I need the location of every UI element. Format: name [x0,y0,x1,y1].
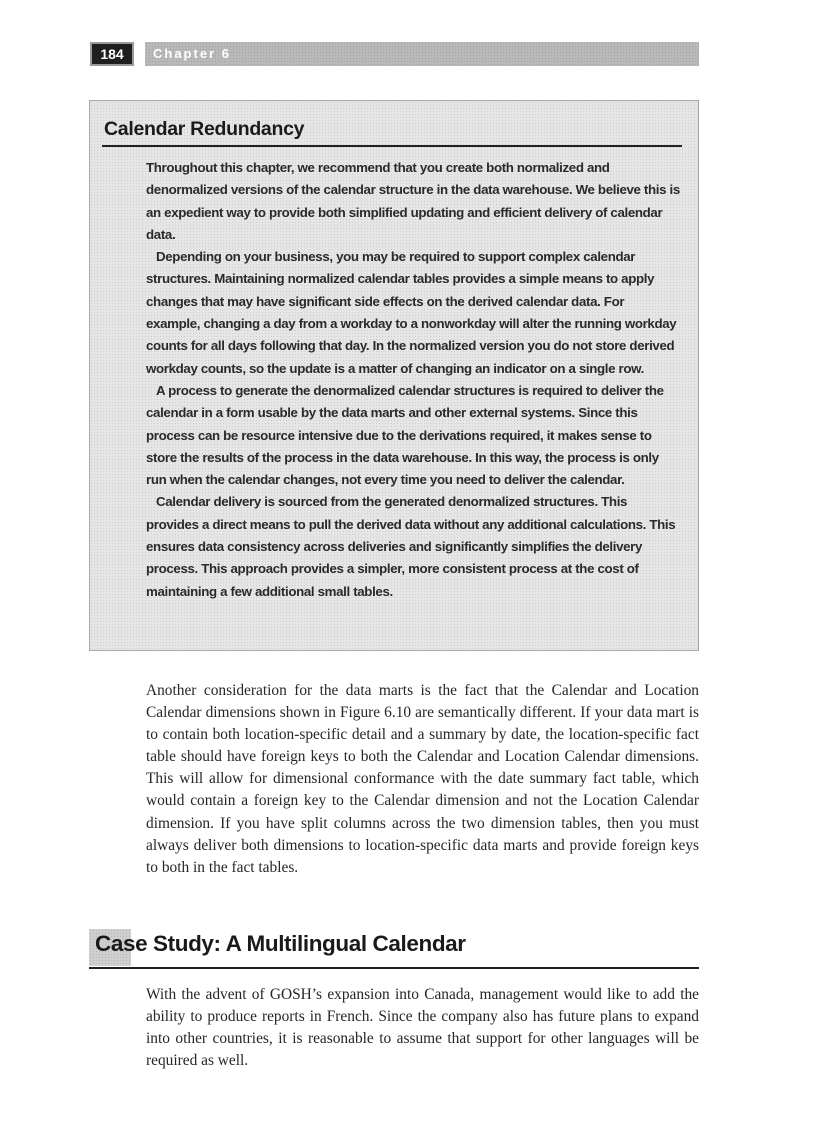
sidebar-paragraph: Throughout this chapter, we recommend that you create both normalized and denormalized versions of the calendar structure in the data warehouse. We believe this is an expedient way to provide both simplified updating and efficient delivery of calendar data. [146,160,680,242]
section-heading: Case Study: A Multilingual Calendar [95,931,466,956]
sidebar-paragraph: Calendar delivery is sourced from the generated denormalized structures. This provides a direct means to pull the derived data without any additional calculations. This ensures data consistency across deliveries and significantly simplifies the delivery process. This approach provides a simpler, more consistent process at the cost of maintaining a few additional small tables. [146,494,676,599]
section-heading-rule [89,967,699,969]
sidebar-paragraph: A process to generate the denormalized calendar structures is required to deliver the calendar in a form usable by the data marts and other external systems. Since this process can be resource intensive due to the derivations required, it makes sense to store the results of the process in the data warehouse. In this way, the process is only run when the calendar changes, not every time you need to deliver the calendar. [146,382,664,488]
sidebar-box [89,100,699,651]
page-number: 184 [90,42,134,66]
sidebar-title: Calendar Redundancy [104,118,305,140]
body-paragraph: Another consideration for the data marts is the fact that the Calendar and Location Calendar dimensions shown in Figure 6.10 are semantically different. If your data mart is to contain both location-specific detail and a summary by date, the location-specific fact table should have foreign keys to both the Calendar and Location Calendar dimensions. This will allow for dimensional conformance with the date summary fact table, which would contain a foreign key to the Calendar dimension and not the Location Calendar dimension. If you have split columns across the two dimension tables, then you must always deliver both dimensions to location-specific data marts and provide foreign keys to both in the fact tables. [146,682,699,876]
sidebar-paragraph: Depending on your business, you may be required to support complex calendar structures. Maintaining normalized calendar tables provides a simple means to apply changes that may have significant side effects on the derived calendar data. For example, changing a day from a workday to a nonworkday will alter the running workday counts for all days following that day. In the normalized version you do not store derived workday counts, so the update is a matter of changing an indicator on a single row. [146,249,677,376]
sidebar-body [146,157,680,603]
body-paragraph: With the advent of GOSH’s expansion into Canada, management would like to add the ability to produce reports in French. Since the company also has future plans to expand into other countries, it is reasonable to assume that support for other languages will be required as well. [146,986,699,1070]
chapter-header: Chapter 6 [145,42,699,66]
sidebar-title-rule [102,145,682,147]
